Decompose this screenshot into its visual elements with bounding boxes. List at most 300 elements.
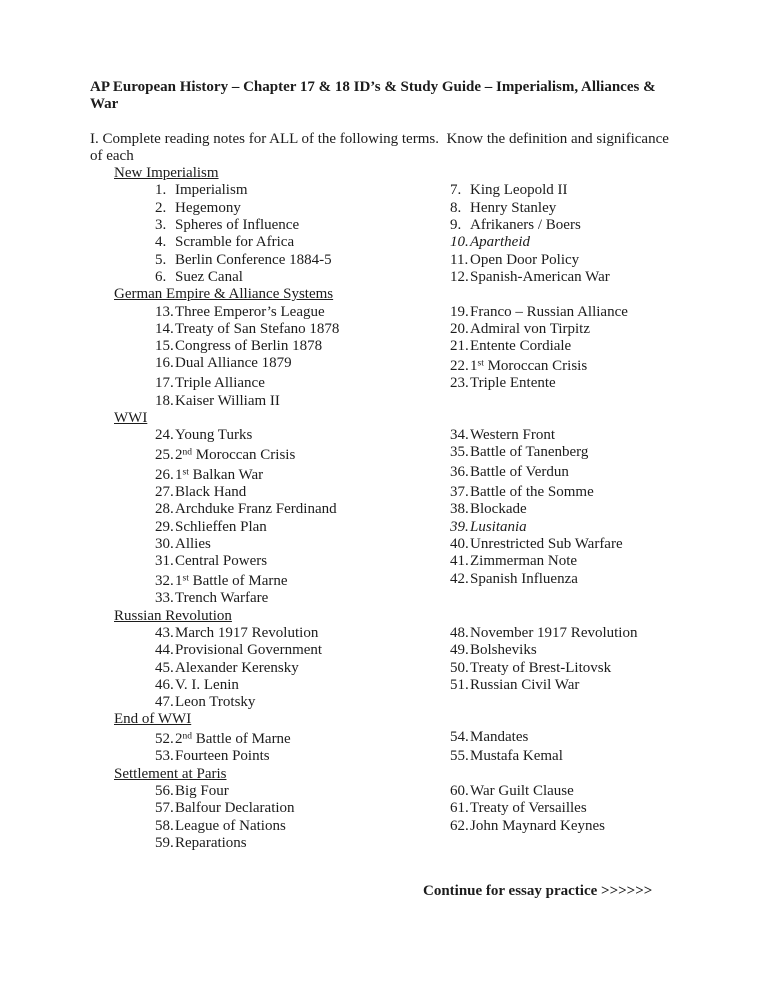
term-cell [90,234,450,251]
term-item [450,321,590,337]
section [90,165,690,286]
term-text: Leon Trotsky [175,694,256,711]
term-number: 37. [450,484,469,501]
term-item [155,677,239,693]
term-text: Allies [175,535,211,552]
term-number: 56. [155,783,174,800]
term-number: 45. [155,659,174,676]
term-number: 36. [450,464,469,481]
term-cell [450,217,690,234]
term-text: Imperialism [175,182,248,199]
section-heading: Russian Revolution [114,607,232,624]
term-row [90,625,690,642]
term-cell [450,800,690,817]
term-item [155,200,241,216]
term-number: 1. [155,182,167,199]
term-item [450,269,610,285]
section-heading: WWI [114,409,148,426]
intro-line2: of each [90,147,134,164]
term-number: 32. [155,573,174,590]
term-cell [450,536,690,553]
term-cell [450,200,690,217]
term-number: 22. [450,357,469,374]
term-item [450,553,577,569]
term-cell [90,484,450,501]
term-text: Western Front [470,427,556,444]
term-row [90,464,690,484]
term-text: Triple Entente [470,375,556,392]
term-cell [90,571,450,591]
term-row [90,783,690,800]
ordinal-superscript: st [182,467,189,478]
term-text: Open Door Policy [470,251,580,268]
term-text: Young Turks [175,427,253,444]
term-text: Alexander Kerensky [175,659,299,676]
term-text: Black Hand [175,484,247,501]
term-text: Schlieffen Plan [175,518,267,535]
term-cell [450,182,690,199]
term-item [155,573,288,589]
term-text: 2 [175,446,183,463]
term-item [155,355,292,371]
term-cell [450,694,690,711]
term-row [90,427,690,444]
term-row [90,444,690,464]
term-cell [90,642,450,659]
term-item [155,217,299,233]
term-text: Congress of Berlin 1878 [175,338,323,355]
document-title-line1: AP European History – Chapter 17 & 18 ID’s & Study Guide – Imperialism, Alliances & [90,79,656,95]
term-cell [450,571,690,591]
term-cell [90,501,450,518]
term-number: 8. [450,199,462,216]
term-text: Entente Cordiale [470,338,572,355]
document-title [90,79,690,114]
term-item [155,427,252,443]
section-heading: Settlement at Paris [114,765,227,782]
term-row [90,694,690,711]
term-item [450,375,556,391]
term-text: Reparations [175,834,247,851]
term-cell [90,677,450,694]
section [90,410,690,608]
term-item [450,677,579,693]
term-text: Scramble for Africa [175,234,295,251]
term-cell [450,375,690,392]
term-cell [450,269,690,286]
section-heading: German Empire & Alliance Systems [114,286,334,303]
term-text: Mustafa Kemal [470,748,563,765]
term-number: 6. [155,268,167,285]
term-cell [90,625,450,642]
term-cell [90,375,450,392]
term-number: 18. [155,392,174,409]
term-cell [450,304,690,321]
term-text: Three Emperor’s League [175,303,325,320]
term-number: 23. [450,375,469,392]
term-cell [450,748,690,765]
term-item [450,217,581,233]
term-item [155,182,247,198]
sections [90,165,690,852]
term-item [155,748,270,764]
term-number: 51. [450,676,469,693]
term-text: Suez Canal [175,268,243,285]
term-cell [450,321,690,338]
section [90,608,690,712]
term-item [155,642,322,658]
term-text: Battle of the Somme [470,484,594,501]
term-item [155,234,294,250]
term-cell [90,321,450,338]
term-text: Trench Warfare [175,590,269,607]
term-text: Bolsheviks [470,642,537,659]
term-number: 38. [450,501,469,518]
term-row [90,484,690,501]
term-cell [90,519,450,536]
term-number: 46. [155,676,174,693]
term-text: Battle of Marne [192,731,291,748]
term-text: Central Powers [175,553,268,570]
term-item [155,467,263,483]
term-number: 13. [155,303,174,320]
term-text: Apartheid [470,234,530,251]
term-number: 40. [450,535,469,552]
term-cell [90,252,450,269]
term-number: 11. [450,251,469,268]
term-number: 27. [155,484,174,501]
term-item [450,234,530,250]
term-cell [90,393,450,410]
term-item [155,269,243,285]
term-cell [450,625,690,642]
term-item [155,447,295,463]
term-text: Mandates [470,728,529,745]
term-cell [450,484,690,501]
ordinal-superscript: nd [182,731,192,742]
term-row [90,590,690,607]
term-row [90,501,690,518]
term-text: Dual Alliance 1879 [175,355,292,372]
term-number: 43. [155,624,174,641]
term-text: Provisional Government [175,642,323,659]
term-cell [90,590,450,607]
term-number: 14. [155,320,174,337]
term-cell [90,217,450,234]
term-item [450,660,611,676]
term-text: V. I. Lenin [175,676,239,693]
term-number: 26. [155,466,174,483]
term-number: 44. [155,642,174,659]
term-cell [450,783,690,800]
term-row [90,375,690,392]
term-number: 20. [450,320,469,337]
term-text: League of Nations [175,817,286,834]
term-item [155,393,280,409]
term-item [450,818,605,834]
term-cell [450,464,690,484]
term-item [450,182,567,198]
continue-note: Continue for essay practice >>>>>> [423,883,653,900]
term-text: War Guilt Clause [470,783,574,800]
term-item [450,484,594,500]
term-item [450,358,587,374]
term-text: Unrestricted Sub Warfare [470,535,623,552]
term-cell [90,200,450,217]
ordinal-superscript: nd [182,447,192,458]
term-number: 60. [450,783,469,800]
term-cell [450,660,690,677]
term-row [90,553,690,570]
term-number: 52. [155,731,174,748]
term-cell [450,338,690,355]
term-text: Afrikaners / Boers [470,217,581,234]
intro-paragraph [90,131,690,166]
term-item [155,375,265,391]
term-item [450,625,637,641]
term-item [155,818,286,834]
term-row [90,800,690,817]
term-number: 15. [155,338,174,355]
term-row [90,536,690,553]
term-item [450,729,528,745]
term-cell [90,427,450,444]
term-number: 24. [155,427,174,444]
term-item [155,694,255,710]
term-cell [90,444,450,464]
term-item [450,338,571,354]
term-text: King Leopold II [470,182,568,199]
term-item [155,252,332,268]
term-number: 54. [450,728,469,745]
term-number: 59. [155,834,174,851]
section [90,286,690,410]
term-row [90,252,690,269]
term-item [450,444,588,460]
term-row [90,355,690,375]
term-text: Triple Alliance [175,375,265,392]
term-text: Battle of Marne [188,573,288,590]
term-row [90,234,690,251]
term-text: Big Four [175,783,229,800]
term-cell [90,355,450,375]
term-text: Hegemony [175,199,241,216]
term-text: 2 [175,731,183,748]
ordinal-superscript: st [182,573,189,584]
term-cell [90,304,450,321]
term-number: 9. [450,217,462,234]
term-item [155,590,268,606]
term-text: Treaty of San Stefano 1878 [175,320,340,337]
term-text: Balkan War [188,466,264,483]
term-row [90,304,690,321]
term-item [155,625,318,641]
term-text: Battle of Verdun [470,464,569,481]
term-cell [90,783,450,800]
term-number: 34. [450,427,469,444]
term-item [450,304,628,320]
term-item [450,748,563,764]
term-number: 33. [155,590,174,607]
term-cell [450,234,690,251]
term-cell [450,355,690,375]
term-item [155,553,267,569]
term-cell [90,338,450,355]
term-cell [450,427,690,444]
term-cell [450,818,690,835]
term-item [450,783,574,799]
term-text: Admiral von Tirpitz [470,320,591,337]
term-cell [90,536,450,553]
term-item [450,427,555,443]
term-number: 3. [155,217,167,234]
term-number: 17. [155,375,174,392]
term-text: Fourteen Points [175,748,270,765]
term-item [155,321,339,337]
term-row [90,338,690,355]
term-item [155,783,229,799]
term-item [155,501,337,517]
term-number: 25. [155,446,174,463]
term-text: John Maynard Keynes [470,817,605,834]
term-text: Treaty of Brest-Litovsk [470,659,612,676]
term-item [155,731,291,747]
term-number: 28. [155,501,174,518]
term-row [90,519,690,536]
term-number: 19. [450,303,469,320]
term-row [90,321,690,338]
term-number: 53. [155,748,174,765]
section-heading: New Imperialism [114,165,219,182]
term-text: Moroccan Crisis [483,357,588,374]
term-row [90,677,690,694]
term-cell [90,748,450,765]
term-text: Moroccan Crisis [192,446,296,463]
term-cell [90,553,450,570]
term-number: 62. [450,817,469,834]
term-cell [90,818,450,835]
term-text: Balfour Declaration [175,800,295,817]
document-title-line2: War [90,96,119,113]
term-number: 16. [155,355,174,372]
term-text: Zimmerman Note [470,553,578,570]
term-cell [90,694,450,711]
term-number: 2. [155,199,167,216]
term-text: Archduke Franz Ferdinand [175,501,337,518]
term-row [90,217,690,234]
term-text: Henry Stanley [470,199,557,216]
ordinal-superscript: st [477,358,484,369]
term-cell [450,553,690,570]
term-cell [450,252,690,269]
term-cell [450,501,690,518]
term-number: 10. [450,234,469,251]
term-cell [450,642,690,659]
term-cell [450,519,690,536]
term-row [90,642,690,659]
term-number: 31. [155,553,174,570]
term-cell [450,677,690,694]
term-text: Berlin Conference 1884-5 [175,251,332,268]
term-item [155,800,295,816]
term-cell [450,590,690,607]
term-text: Spanish-American War [470,268,610,285]
term-text: Spanish Influenza [470,570,578,587]
term-text: 1 [175,573,183,590]
term-text: Spheres of Influence [175,217,300,234]
term-number: 39. [450,518,469,535]
term-item [450,536,623,552]
term-text: Treaty of Versailles [470,800,587,817]
term-number: 7. [450,182,462,199]
term-item [155,338,322,354]
term-text: March 1917 Revolution [175,624,319,641]
term-number: 5. [155,251,167,268]
term-item [155,484,246,500]
term-cell [90,660,450,677]
term-cell [90,729,450,749]
term-item [155,519,267,535]
term-text: Russian Civil War [470,676,580,693]
term-row [90,835,690,852]
intro-line1: I. Complete reading notes for ALL of the following terms. Know the definition and significance [90,130,669,147]
term-item [155,304,325,320]
term-number: 55. [450,748,469,765]
term-cell [90,269,450,286]
term-row [90,182,690,199]
term-row [90,748,690,765]
term-text: 1 [175,466,183,483]
term-number: 41. [450,553,469,570]
term-cell [90,464,450,484]
section-heading: End of WWI [114,711,192,728]
term-number: 42. [450,570,469,587]
term-text: November 1917 Revolution [470,624,638,641]
term-cell [450,729,690,749]
term-cell [90,800,450,817]
term-number: 30. [155,535,174,552]
term-item [450,800,587,816]
term-text: Blockade [470,501,527,518]
term-cell [450,444,690,464]
term-row [90,571,690,591]
term-number: 61. [450,800,469,817]
term-item [155,835,247,851]
term-item [450,571,578,587]
term-number: 57. [155,800,174,817]
term-row [90,729,690,749]
term-item [450,464,569,480]
term-row [90,818,690,835]
term-item [450,642,537,658]
term-number: 35. [450,444,469,461]
term-row [90,393,690,410]
term-number: 4. [155,234,167,251]
term-number: 47. [155,694,174,711]
term-cell [450,835,690,852]
term-cell [90,182,450,199]
term-item [155,536,211,552]
term-row [90,200,690,217]
term-text: Battle of Tanenberg [470,444,589,461]
term-text: Kaiser William II [175,392,280,409]
term-cell [90,835,450,852]
term-item [450,252,579,268]
section [90,711,690,765]
term-number: 12. [450,268,469,285]
term-item [450,501,527,517]
term-row [90,660,690,677]
